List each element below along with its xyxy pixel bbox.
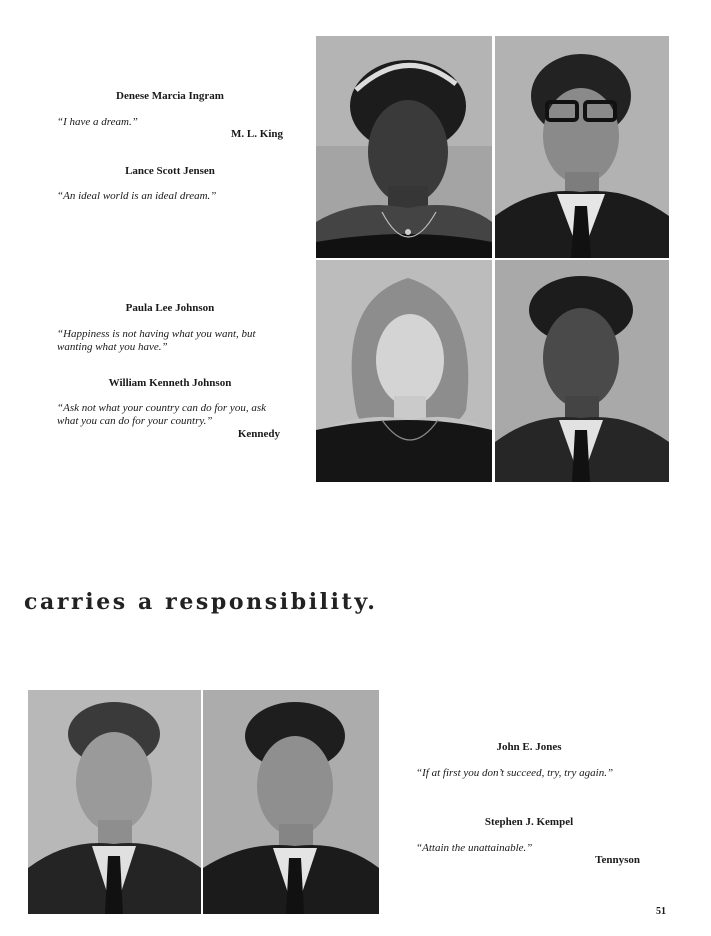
student-name-jones: John E. Jones: [496, 741, 562, 753]
student-quote-paula-johnson: “Happiness is not having what you want, but wanting what you have.”: [57, 328, 256, 353]
quote-attribution-ingram: M. L. King: [231, 128, 283, 140]
student-quote-william-johnson: “Ask not what your country can do for you, ask what you can do for your country.”: [57, 402, 266, 427]
portrait-photo-jones: [28, 690, 201, 914]
portrait-photo-ingram: [316, 36, 492, 258]
portrait-photo-william-johnson: [495, 260, 669, 482]
student-name-paula-johnson: Paula Lee Johnson: [125, 302, 215, 314]
student-quote-jensen: “An ideal world is an ideal dream.”: [57, 190, 217, 202]
student-quote-ingram: “I have a dream.”: [57, 116, 138, 128]
portrait-photo-kempel: [203, 690, 379, 914]
quote-attribution-william-johnson: Kennedy: [237, 428, 280, 440]
portrait-photo-paula-johnson: [316, 260, 492, 482]
student-name-kempel: Stephen J. Kempel: [484, 816, 574, 828]
section-heading: carries a responsibility.: [24, 589, 378, 615]
student-name-jensen: Lance Scott Jensen: [125, 165, 215, 177]
student-name-william-johnson: William Kenneth Johnson: [108, 377, 232, 389]
student-quote-jones: “If at first you don’t succeed, try, try again.”: [416, 767, 614, 779]
student-name-ingram: Denese Marcia Ingram: [116, 90, 224, 102]
portrait-photo-jensen: [495, 36, 669, 258]
student-quote-kempel: “Attain the unattainable.”: [416, 842, 533, 854]
quote-attribution-kempel: Tennyson: [595, 854, 640, 866]
page-number: 51: [656, 906, 666, 917]
